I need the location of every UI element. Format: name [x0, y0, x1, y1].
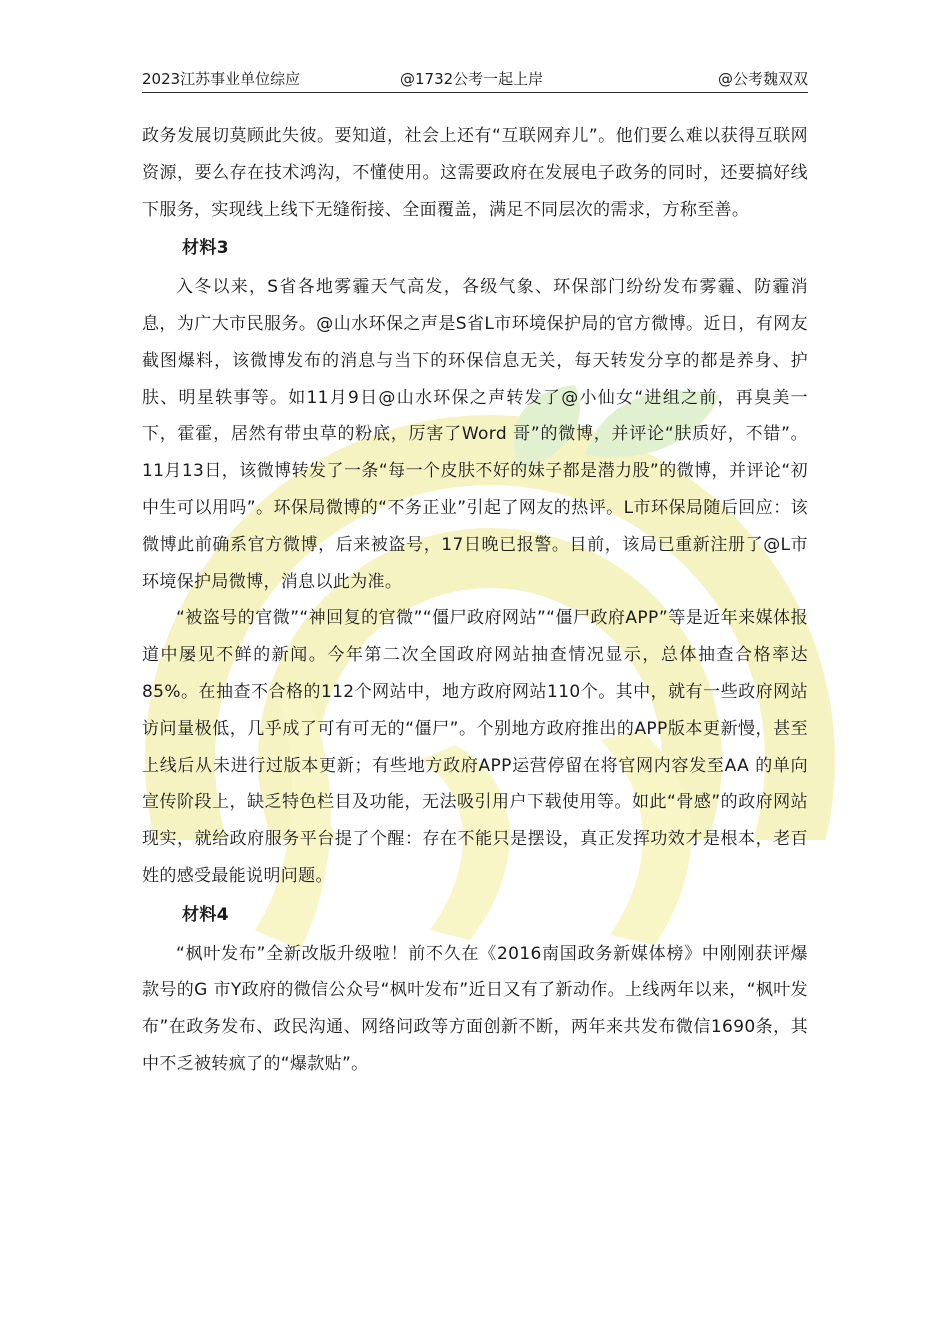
section-heading-material-3: 材料3 — [182, 238, 229, 259]
section-heading-material-4: 材料4 — [182, 904, 229, 925]
header-divider — [142, 92, 808, 93]
paragraph-material-4-a: “枫叶发布”全新改版升级啦！前不久在《2016南国政务新媒体榜》中刚刚获评爆款号的G 市Y政府的微信公众号“枫叶发布”近日又有了新动作。上线两年以来，“枫叶发布”在政务发布、政民沟通、网络问政等方面创新不断，两年来共发布微信1690条，其中不乏被转疯了的“爆款贴”。 — [142, 943, 808, 1074]
paragraph-material-3-a: 入冬以来，S省各地雾霾天气高发，各级气象、环保部门纷纷发布雾霾、防霾消息，为广大市民服务。@山水环保之声是S省L市环境保护局的官方微博。近日，有网友截图爆料，该微博发布的消息与当下的环保信息无关，每天转发分享的都是养身、护肤、明星轶事等。如11月9日@山水环保之声转发了@小仙女“进组之前，再臭美一下，霍霍，居然有带虫草的粉底，厉害了Word 哥”的微博，并评论“肤质好，不错”。11月13日，该微博转发了一条“每一个皮肤不好的妹子都是潜力股”的微博，并评论“初中生可以用吗”。环保局微博的“不务正业”引起了网友的热评。L市环保局随后回应：该微博此前确系官方微博，后来被盗号，17日晚已报警。目前，该局已重新注册了@L市环境保护局微博，消息以此为准。 — [142, 277, 808, 592]
page-header — [142, 68, 808, 90]
header-center-text: @1732公考一起上岸 — [400, 70, 544, 88]
paragraph-continuation: 政务发展切莫顾此失彼。要知道，社会上还有“互联网弃儿”。他们要么难以获得互联网资源，要么存在技术鸿沟，不懂使用。这需要政府在发展电子政务的同时，还要搞好线下服务，实现线上线下无缝衔接、全面覆盖，满足不同层次的需求，方称至善。 — [142, 126, 808, 220]
header-right-text: @公考魏双双 — [717, 70, 808, 88]
header-left-text: 2023江苏事业单位综应 — [142, 70, 301, 88]
paragraph-material-3-b: “被盗号的官微”“神回复的官微”“僵尸政府网站”“僵尸政府APP”等是近年来媒体报道中屡见不鲜的新闻。今年第二次全国政府网站抽查情况显示，总体抽查合格率达85%。在抽查不合格的112个网站中，地方政府网站110个。其中，就有一些政府网站访问量极低，几乎成了可有可无的“僵尸”。个别地方政府推出的APP版本更新慢，甚至上线后从未进行过版本更新；有些地方政府APP运营停留在将官网内容发至AA 的单向宣传阶段上，缺乏特色栏目及功能，无法吸引用户下载使用等。如此“骨感”的政府网站现实，就给政府服务平台提了个醒：存在不能只是摆设，真正发挥功效才是根本，老百姓的感受最能说明问题。 — [142, 608, 808, 886]
document-body — [142, 118, 808, 1083]
